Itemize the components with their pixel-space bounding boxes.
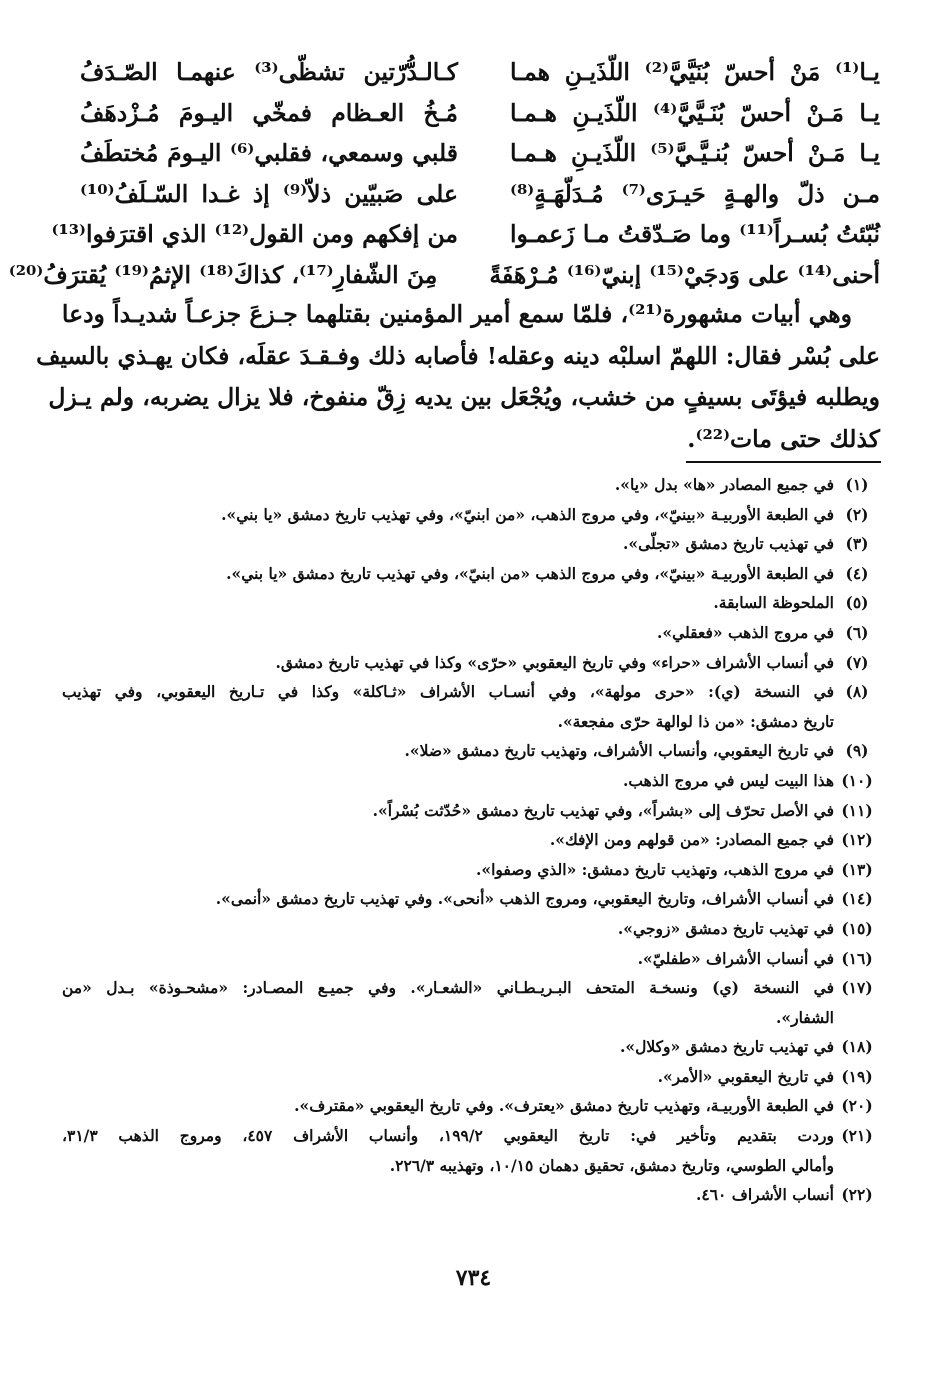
footnote [62, 796, 880, 826]
footnote-number: (٣) [845, 534, 869, 554]
verse-second-hemistich: من إفكهم ومن القول⁽¹²⁾ الذي اقترَفوا⁽¹³⁾ [51, 220, 458, 249]
footnote-line: في مروج الذهب، وتهذيب تاريخ دمشق: «الذي وصفوا». [475, 859, 834, 879]
footnote-text [62, 559, 834, 589]
footnote-number: (٨) [845, 682, 869, 702]
footnote [62, 1032, 880, 1062]
footnote-number: (٦) [845, 622, 869, 642]
footnote-text [62, 736, 834, 766]
verse-first-hemistich: يـا⁽¹⁾ مَنْ أحسّ بُنَيَّيَّ⁽²⁾ اللّذَيـنِ همـا [510, 58, 880, 87]
footnote-text [62, 1032, 834, 1062]
verse-second-hemistich: مُـخُ العـظام فمخّي اليـومَ مُـزْدهَفُ [80, 98, 458, 127]
footnote-number: (١٩) [841, 1066, 873, 1086]
footnote [62, 736, 880, 766]
footnote [62, 825, 880, 855]
footnote-number: (١٥) [841, 918, 873, 938]
verse-second-hemistich: كـالـدُّرّتين تشظّى⁽³⁾ عنهمـا الصّـدَفُ [80, 58, 458, 87]
footnote-number: (١٦) [841, 948, 873, 968]
footnote-text [62, 588, 834, 618]
footnote-number: (٥) [845, 593, 869, 613]
footnote-line: في أنساب الأشراف «طفليّ». [637, 948, 834, 968]
footnote-number: (١٠) [841, 770, 873, 790]
footnote [62, 1091, 880, 1121]
footnote-number: (٢٠) [841, 1096, 873, 1116]
prose-paragraph [36, 294, 880, 460]
footnote-number: (٧) [845, 652, 869, 672]
footnote [62, 470, 880, 500]
footnote [62, 914, 880, 944]
footnote-text [62, 825, 834, 855]
footnote-text [62, 884, 834, 914]
footnote [62, 618, 880, 648]
footnote [62, 855, 880, 885]
footnote-line: في الطبعة الأوربيـة، وتهذيب تاريخ دمشق «يعترف». وفي تاريخ اليعقوبي «مقترف». [294, 1096, 834, 1116]
footnote [62, 766, 880, 796]
footnote-number: (١٤) [841, 889, 873, 909]
prose-line: على بُسْر فقال: اللهمّ اسلبْه دينه وعقله! فأصابه ذلك وفـقـدَ عقلَه، فكان يهـذي بالسيف [36, 341, 880, 370]
footnote-text [62, 1180, 834, 1210]
footnote [62, 677, 880, 736]
footnote-line: في مروج الذهب «فعقلي». [657, 622, 834, 642]
footnote [62, 1062, 880, 1092]
prose-line: ويطلبه فيؤتَى بسيفٍ من خشب، ويُجْعَل بين يديه زِقّ منفوخ، فلا يزال يضربه، ولم يـزل [48, 383, 880, 411]
footnote-number: (١٨) [841, 1037, 873, 1057]
footnotes [62, 470, 880, 1210]
footnote [62, 973, 880, 1032]
footnote-separator [686, 461, 881, 463]
footnote-line: في الطبعة الأوربيـة «بينيّ»، وفي مروج الذهب، «من ابنيّ»، وفي تهذيب تاريخ دمشق «يا بني». [221, 504, 834, 524]
footnote [62, 529, 880, 559]
verse-first-hemistich: نُبّئتُ بُسـراً⁽¹¹⁾ وما صَـدّقتُ مـا زَعمـوا [510, 220, 880, 249]
footnote-text [62, 1062, 834, 1092]
poem-verse [80, 52, 880, 93]
footnote-text [62, 796, 834, 826]
poem-verse [8, 255, 880, 296]
footnote-line: في تهذيب تاريخ دمشق «وكلال». [620, 1037, 834, 1057]
footnote-line: وردت بتقديم وتأخير في: تاريخ اليعقوبي ١٩٩/٢، وأنساب الأشراف ٤٥٧، ومروج الذهب ٣١/٣، [62, 1126, 834, 1146]
footnote-line: في الطبعة الأوربيـة «بينيّ»، وفي مروج الذهب «من ابنيّ»، وفي تهذيب تاريخ دمشق «يا بني». [226, 563, 834, 583]
footnote-line: في النسخة (ي) ونسخـة المتحف البـريـطـاني «الشعـار». وفي جميـع المصـادر: «مشحـوذة» بـدل «من [62, 978, 834, 998]
poem-verse [80, 174, 880, 215]
footnote-number: (٤) [845, 563, 869, 583]
verse-first-hemistich: مـن ذلّ والهـةٍ حَيـرَى⁽⁷⁾ مُـدَلّهَـةٍ⁽⁸⁾ [510, 179, 880, 208]
verse-second-hemistich: مِنَ الشّفارِ⁽¹⁷⁾، كذاكَ⁽¹⁸⁾ الإثمُ⁽¹⁹⁾ يُقترَفُ⁽²⁰⁾ [8, 260, 438, 289]
footnote-line: الملحوظة السابقة. [713, 593, 834, 613]
verse-second-hemistich: قلبي وسمعي، فقلبي⁽⁶⁾ اليـومَ مُختطَفُ [80, 139, 458, 168]
footnote [62, 1180, 880, 1210]
footnote-line: تاريخ دمشق: «من ذا لوالهة حرّى مفجعة». [557, 711, 834, 731]
footnote-number: (١) [845, 475, 869, 494]
footnote-text [62, 500, 834, 530]
footnote [62, 648, 880, 678]
footnote-number: (١١) [841, 800, 873, 820]
footnote-text [62, 855, 834, 885]
footnote-text [62, 944, 834, 974]
footnote-number: (٩) [845, 741, 869, 761]
verse-first-hemistich: يـا مَـنْ أحسّ بُنَـيَّيَّ⁽⁴⁾ اللّذَيـنِ هـمـا [510, 98, 881, 127]
footnote-line: في تهذيب تاريخ دمشق «تجلّى». [623, 534, 834, 554]
footnote [62, 588, 880, 618]
verse-second-hemistich: على صَبيّين ذلاّ⁽⁹⁾ إذ غـدا السّـلَفُ⁽¹⁰⁾ [80, 179, 458, 208]
footnote [62, 944, 880, 974]
poem-verse [51, 214, 880, 255]
footnote-line: في تاريخ اليعقوبي، وأنساب الأشراف، وتهذيب تاريخ دمشق «ضلا». [404, 741, 834, 761]
footnote-number: (١٢) [841, 830, 873, 850]
footnote-line: في الأصل تحرّف إلى «بشراً»، وفي تهذيب تاريخ دمشق «حُدّثت بُسْراً». [372, 800, 834, 820]
footnote-text [62, 618, 834, 648]
poem-verse [80, 133, 880, 174]
footnote-text [62, 529, 834, 559]
footnote-line: هذا البيت ليس في مروج الذهب. [623, 770, 834, 790]
footnote-text [62, 1121, 834, 1180]
verse-first-hemistich: أحنى⁽¹⁴⁾ على وَدجَيْ⁽¹⁵⁾ إبنيّ⁽¹⁶⁾ مُـرْهَفَةً [489, 260, 880, 289]
footnote-number: (٢٢) [841, 1185, 873, 1205]
footnote-text [62, 766, 834, 796]
footnote-text [62, 648, 834, 678]
footnote [62, 500, 880, 530]
footnote [62, 559, 880, 589]
footnote-line: الشفار». [776, 1007, 834, 1027]
footnote-text [62, 973, 834, 1032]
footnote-line: في جميع المصادر: «من قولهم ومن الإفك». [549, 830, 834, 850]
footnote-text [62, 914, 834, 944]
footnote-line: في جميع المصادر «ها» بدل «يا». [614, 475, 834, 494]
footnote-number: (٢١) [841, 1126, 873, 1146]
poem [8, 52, 881, 295]
footnote-line: أنساب الأشراف ٤٦٠. [695, 1185, 834, 1205]
footnote-line: في تهذيب تاريخ دمشق «زوجي». [617, 918, 834, 938]
poem-verse [80, 93, 880, 134]
footnote-text [62, 677, 834, 736]
footnote-text [62, 470, 834, 500]
footnote-text [62, 1091, 834, 1121]
verse-first-hemistich: يـا مَـنْ أحسّ بُنـيَّـيَّ⁽⁵⁾ اللّذَيـنِ هـمـا [510, 139, 880, 168]
footnote-number: (١٣) [841, 859, 873, 879]
footnote-line: في أنساب الأشراف «حراء» وفي تاريخ اليعقوبي «حرّى» وكذا في تهذيب تاريخ دمشق. [275, 652, 834, 672]
footnote-line: في تاريخ اليعقوبي «الأمر». [657, 1066, 834, 1086]
footnote-line: في النسخة (ي): «حرى مولهة»، وفي أنسـاب الأشراف «ثـاكلة» وكذا في تـاريخ اليعقوبي، وفي تهذيب [62, 682, 834, 702]
footnote [62, 1121, 880, 1180]
prose-line: كذلك حتى مات⁽²²⁾. [687, 424, 880, 453]
footnote-line: في أنساب الأشراف، وتاريخ اليعقوبي، ومروج الذهب «أنحى». وفي تهذيب تاريخ دمشق «أنمى». [215, 889, 834, 909]
footnote-number: (١٧) [841, 978, 873, 998]
footnote-line: وأمالي الطوسي، وتاريخ دمشق، تحقيق دهمان ١٠/١٥، وتهذيبه ٢٢٦/٣. [389, 1155, 834, 1175]
prose-line: وهي أبيات مشهورة⁽²¹⁾، فلمّا سمع أمير المؤمنين بقتلهما جـزعَ جزعـاً شديـداً ودعا [61, 300, 852, 328]
footnote-number: (٢) [845, 504, 869, 524]
page-number: ٧٣٤ [455, 1265, 492, 1291]
footnote [62, 884, 880, 914]
